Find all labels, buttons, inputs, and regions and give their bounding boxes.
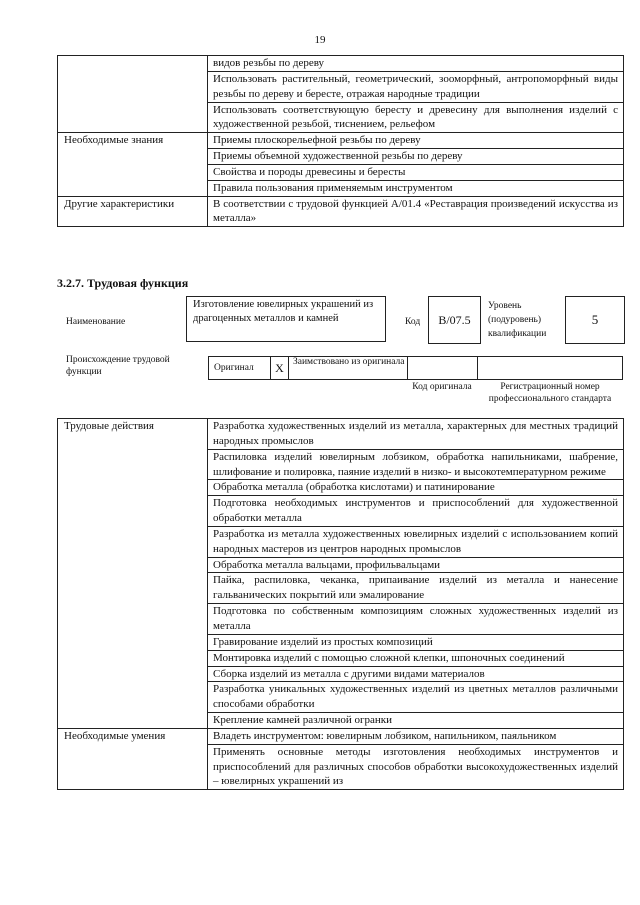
origin-reg-cell: [477, 356, 623, 380]
table-cell: Обработка металла (обработка кислотами) и патинирование: [208, 480, 624, 496]
row-header-actions: Трудовые действия: [58, 419, 208, 729]
table-cell: Применять основные методы изготовления необходимых инструментов и приспособлений для различных способов обработки высокохудожественных изделий – ювелирных украшений из: [208, 744, 624, 790]
level-label: [488, 300, 560, 341]
origin-mark-cell: X: [270, 356, 288, 380]
table-row: [58, 56, 624, 72]
table-cell: Подготовка необходимых инструментов и приспособлений для художественной обработки металла: [208, 496, 624, 527]
row-header-knowledge: Необходимые знания: [58, 133, 208, 196]
table-cell: Владеть инструментом: ювелирным лобзиком, напильником, паяльником: [208, 728, 624, 744]
page-number: 19: [314, 34, 326, 46]
level-box: 5: [565, 296, 625, 344]
table-cell: Свойства и породы древесины и бересты: [208, 164, 624, 180]
caption-reg: Регистрационный номер профессионального стандарта: [488, 382, 612, 405]
table-row: [58, 133, 624, 149]
function-name-box: Изготовление ювелирных украшений из драгоценных металлов и камней: [186, 296, 386, 342]
table-row: [58, 196, 624, 227]
level-label-text: Уровень (подуровень) квалификации: [488, 301, 547, 339]
table-row: [58, 728, 624, 744]
table-cell: Использовать растительный, геометрический, зооморфный, антропоморфный виды резьбы по дереву и бересте, отражая народные традиции: [208, 71, 624, 102]
table-row: [58, 419, 624, 450]
caption-code: Код оригинала: [412, 382, 472, 392]
code-label: Код: [405, 317, 421, 327]
origin-original-cell: Оригинал: [208, 356, 270, 380]
origin-label: [66, 354, 196, 379]
origin-code-cell: [407, 356, 477, 380]
table-cell: Подготовка по собственным композициям сложных художественных изделий из металла: [208, 604, 624, 635]
table-cell: Гравирование изделий из простых композиций: [208, 634, 624, 650]
table-cell: Правила пользования применяемым инструментом: [208, 180, 624, 196]
code-box: B/07.5: [428, 296, 481, 344]
table-cell: Приемы плоскорельефной резьбы по дереву: [208, 133, 624, 149]
table-cell: Использовать соответствующую бересту и древесину для выполнения изделий с художественной резьбой, тиснением, рельефом: [208, 102, 624, 133]
row-header-continued: [58, 56, 208, 133]
table-cell: Разработка художественных изделий из металла, характерных для местных традиций народных промыслов: [208, 419, 624, 450]
labor-function-table: [57, 418, 624, 790]
table-cell: видов резьбы по дереву: [208, 56, 624, 72]
origin-borrowed-cell: Заимствовано из оригинала: [288, 356, 407, 380]
origin-label-text: Происхождение трудовой функции: [66, 355, 170, 378]
table-cell: Сборка изделий из металла с другими видами материалов: [208, 666, 624, 682]
table-cell: Обработка металла вальцами, профильвальцами: [208, 557, 624, 573]
skills-knowledge-table: [57, 55, 624, 227]
row-header-other: Другие характеристики: [58, 196, 208, 227]
table-cell: В соответствии с трудовой функцией А/01.4 «Реставрация произведений искусства из металла»: [208, 196, 624, 227]
table-cell: Монтировка изделий с помощью сложной клепки, шпоночных соединений: [208, 650, 624, 666]
table-cell: Приемы объемной художественной резьбы по дереву: [208, 149, 624, 165]
row-header-skills: Необходимые умения: [58, 728, 208, 789]
name-label: Наименование: [66, 317, 126, 327]
table-cell: Пайка, распиловка, чеканка, припаивание изделий из металла и нанесение гальванических покрытий или эмалирование: [208, 573, 624, 604]
table-cell: Крепление камней различной огранки: [208, 713, 624, 729]
table-cell: Разработка уникальных художественных изделий из цветных металлов различными способами обработки: [208, 682, 624, 713]
section-heading: 3.2.7. Трудовая функция: [57, 276, 189, 290]
table-cell: Распиловка изделий ювелирным лобзиком, обработка напильниками, шабрение, шлифование и полировка, паяние изделий в низко- и высокотемпературном режиме: [208, 449, 624, 480]
table-cell: Разработка из металла художественных ювелирных изделий с использованием копий народных мастеров из центров народных промыслов: [208, 526, 624, 557]
